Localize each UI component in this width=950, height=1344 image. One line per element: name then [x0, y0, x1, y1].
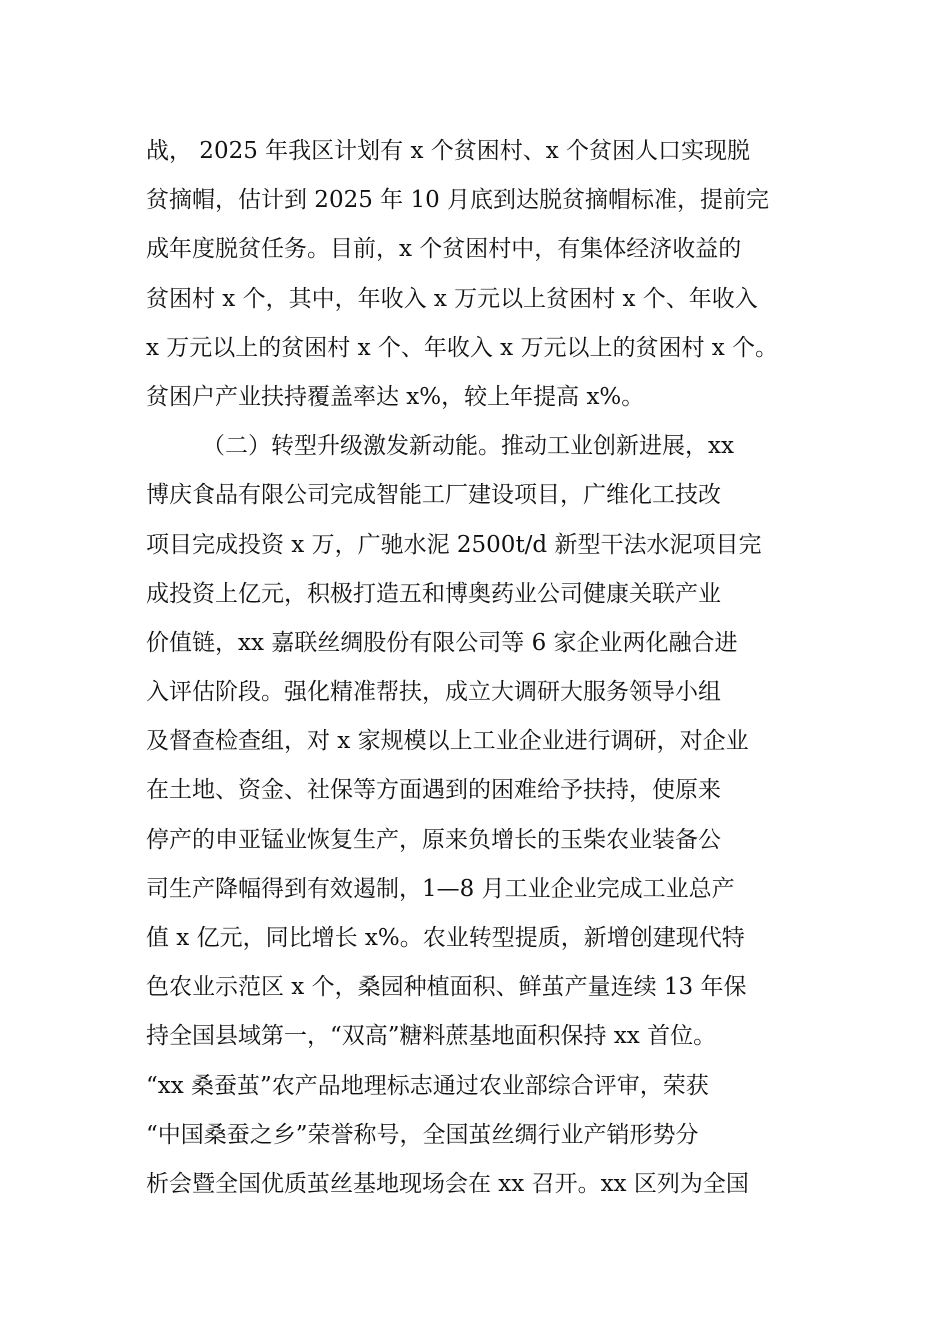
text-line-1: 战， 2025 年我区计划有 x 个贫困村、x 个贫困人口实现脱	[146, 138, 751, 164]
body-text	[146, 127, 826, 1209]
section-heading-line: （二）转型升级激发新动能。推动工业创新进展，xx	[202, 433, 734, 460]
text-line-4: 贫困村 x 个，其中，年收入 x 万元以上贫困村 x 个、年收入	[146, 285, 758, 312]
text-line-17: 值 x 亿元，同比增长 x%。农业转型提质，新增创建现代特	[146, 925, 745, 951]
text-line-6: 贫困户产业扶持覆盖率达 x%，较上年提高 x%。	[146, 383, 645, 410]
text-line-2: 贫摘帽，估计到 2025 年 10 月底到达脱贫摘帽标准，提前完	[146, 187, 770, 214]
text-line-12: 入评估阶段。强化精准帮扶，成立大调研大服务领导小组	[146, 679, 721, 706]
text-line-20: “xx 桑蚕茧”农产品地理标志通过农业部综合评审，荣获	[146, 1072, 709, 1099]
text-line-10: 成投资上亿元，积极打造五和博奥药业公司健康关联产业	[146, 580, 721, 607]
text-line-8: 博庆食品有限公司完成智能工厂建设项目，广维化工技改	[146, 482, 721, 509]
text-line-15: 停产的申亚锰业恢复生产，原来负增长的玉柴农业装备公	[146, 826, 721, 853]
text-line-9: 项目完成投资 x 万，广驰水泥 2500t/d 新型干法水泥项目完	[146, 531, 762, 558]
text-line-5: x 万元以上的贫困村 x 个、年收入 x 万元以上的贫困村 x 个。	[146, 334, 779, 361]
text-line-13: 及督查检查组，对 x 家规模以上工业企业进行调研，对企业	[146, 728, 749, 755]
text-line-19: 持全国县域第一，“双高”糖料蔗基地面积保持 xx 首位。	[146, 1023, 717, 1050]
text-line-14: 在土地、资金、社保等方面遇到的困难给予扶持，使原来	[146, 777, 721, 804]
text-line-22: 析会暨全国优质茧丝基地现场会在 xx 召开。xx 区列为全国	[146, 1170, 749, 1197]
text-line-3: 成年度脱贫任务。目前，x 个贫困村中，有集体经济收益的	[146, 236, 742, 263]
text-line-11: 价值链，xx 嘉联丝绸股份有限公司等 6 家企业两化融合进	[146, 629, 738, 656]
text-line-16: 司生产降幅得到有效遏制，1—8 月工业企业完成工业总产	[146, 875, 735, 902]
text-line-18: 色农业示范区 x 个，桑园种植面积、鲜茧产量连续 13 年保	[146, 974, 747, 1001]
text-line-21: “中国桑蚕之乡”荣誉称号，全国茧丝绸行业产销形势分	[146, 1121, 699, 1148]
